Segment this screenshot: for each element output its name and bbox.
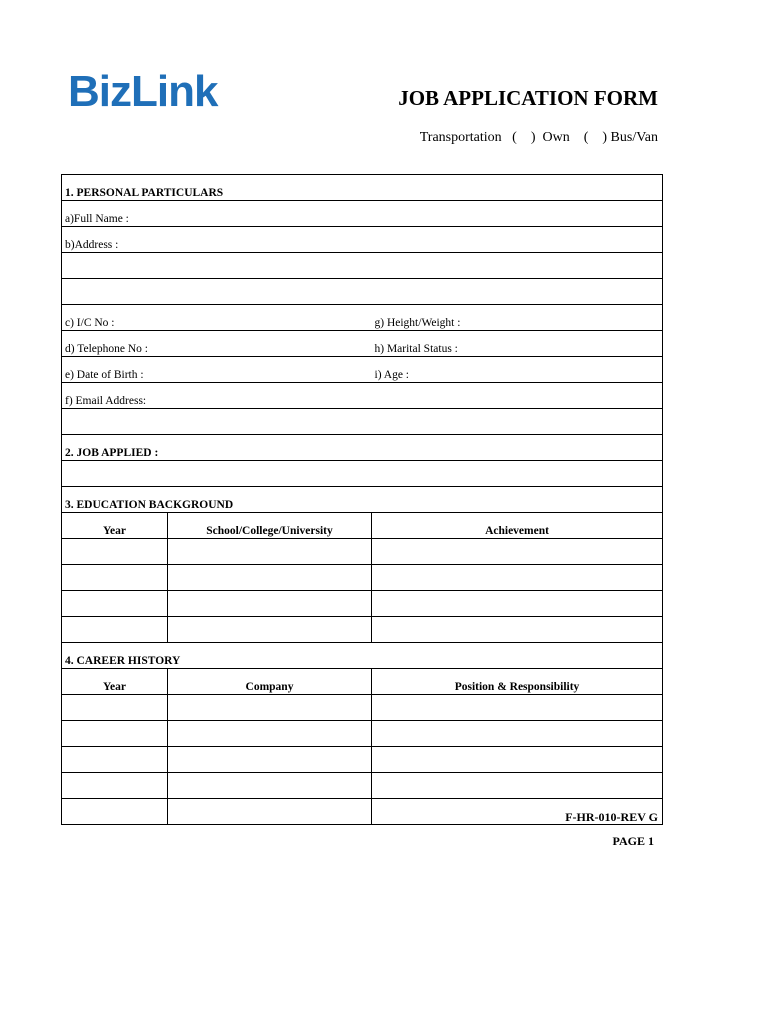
career-year-cell[interactable]	[62, 799, 168, 825]
career-row	[62, 721, 663, 747]
transport-option-bus: Bus/Van	[610, 130, 658, 145]
career-position-cell[interactable]	[372, 747, 663, 773]
full-name-field[interactable]: a)Full Name :	[62, 201, 663, 227]
career-company-cell[interactable]	[168, 773, 372, 799]
career-year-cell[interactable]	[62, 695, 168, 721]
career-company-cell[interactable]	[168, 721, 372, 747]
ic-height-row	[62, 305, 663, 331]
transportation-label: Transportation	[419, 130, 502, 145]
form-title: JOB APPLICATION FORM	[398, 86, 658, 110]
telephone-field[interactable]: d) Telephone No :	[62, 331, 372, 357]
address-field[interactable]: b)Address :	[62, 227, 663, 253]
transportation-line: Transportation ( ) Own ( ) Bus/Van	[419, 130, 658, 145]
education-achievement-cell[interactable]	[372, 591, 663, 617]
address-line-2	[62, 253, 663, 279]
job-applied-field[interactable]	[62, 461, 663, 487]
education-row	[62, 539, 663, 565]
personal-heading: 1. PERSONAL PARTICULARS	[62, 175, 663, 201]
email-field[interactable]: f) Email Address:	[62, 383, 663, 409]
career-heading: 4. CAREER HISTORY	[62, 643, 663, 669]
career-heading-row	[62, 643, 663, 669]
education-year-cell[interactable]	[62, 539, 168, 565]
career-year-cell[interactable]	[62, 747, 168, 773]
education-header-row	[62, 513, 663, 539]
email-line-2	[62, 409, 663, 435]
address-row	[62, 227, 663, 253]
education-heading: 3. EDUCATION BACKGROUND	[62, 487, 663, 513]
education-col-achievement: Achievement	[372, 513, 663, 539]
transport-option-own: Own	[542, 130, 570, 145]
career-col-company: Company	[168, 669, 372, 695]
career-row	[62, 695, 663, 721]
address-field-line-2[interactable]	[62, 253, 663, 279]
address-line-3	[62, 279, 663, 305]
education-school-cell[interactable]	[168, 565, 372, 591]
education-achievement-cell[interactable]	[372, 539, 663, 565]
career-year-cell[interactable]	[62, 773, 168, 799]
career-position-cell[interactable]	[372, 721, 663, 747]
education-year-cell[interactable]	[62, 591, 168, 617]
email-field-line-2[interactable]	[62, 409, 663, 435]
education-year-cell[interactable]	[62, 617, 168, 643]
dob-field[interactable]: e) Date of Birth :	[62, 357, 372, 383]
education-row	[62, 565, 663, 591]
education-col-year: Year	[62, 513, 168, 539]
height-weight-field[interactable]: g) Height/Weight :	[372, 305, 663, 331]
job-heading-row	[62, 435, 663, 461]
career-header-row	[62, 669, 663, 695]
career-row	[62, 747, 663, 773]
career-year-cell[interactable]	[62, 721, 168, 747]
education-achievement-cell[interactable]	[372, 617, 663, 643]
form-code: F-HR-010-REV G	[565, 810, 658, 824]
age-field[interactable]: i) Age :	[372, 357, 663, 383]
email-row	[62, 383, 663, 409]
education-achievement-cell[interactable]	[372, 565, 663, 591]
career-position-cell[interactable]	[372, 695, 663, 721]
education-school-cell[interactable]	[168, 539, 372, 565]
career-row	[62, 773, 663, 799]
telephone-marital-row	[62, 331, 663, 357]
education-year-cell[interactable]	[62, 565, 168, 591]
career-company-cell[interactable]	[168, 799, 372, 825]
education-row	[62, 591, 663, 617]
application-form-table	[61, 174, 663, 825]
job-applied-line	[62, 461, 663, 487]
education-col-school: School/College/University	[168, 513, 372, 539]
career-company-cell[interactable]	[168, 695, 372, 721]
bizlink-logo: BizLink	[68, 67, 218, 116]
marital-status-field[interactable]: h) Marital Status :	[372, 331, 663, 357]
career-company-cell[interactable]	[168, 747, 372, 773]
full-name-row	[62, 201, 663, 227]
ic-no-field[interactable]: c) I/C No :	[62, 305, 372, 331]
education-school-cell[interactable]	[168, 617, 372, 643]
career-position-cell[interactable]	[372, 773, 663, 799]
education-school-cell[interactable]	[168, 591, 372, 617]
page-number: PAGE 1	[612, 834, 654, 848]
personal-heading-row	[62, 175, 663, 201]
education-heading-row	[62, 487, 663, 513]
job-applied-heading: 2. JOB APPLIED :	[62, 435, 663, 461]
dob-age-row	[62, 357, 663, 383]
address-field-line-3[interactable]	[62, 279, 663, 305]
career-col-position: Position & Responsibility	[372, 669, 663, 695]
education-row	[62, 617, 663, 643]
career-col-year: Year	[62, 669, 168, 695]
